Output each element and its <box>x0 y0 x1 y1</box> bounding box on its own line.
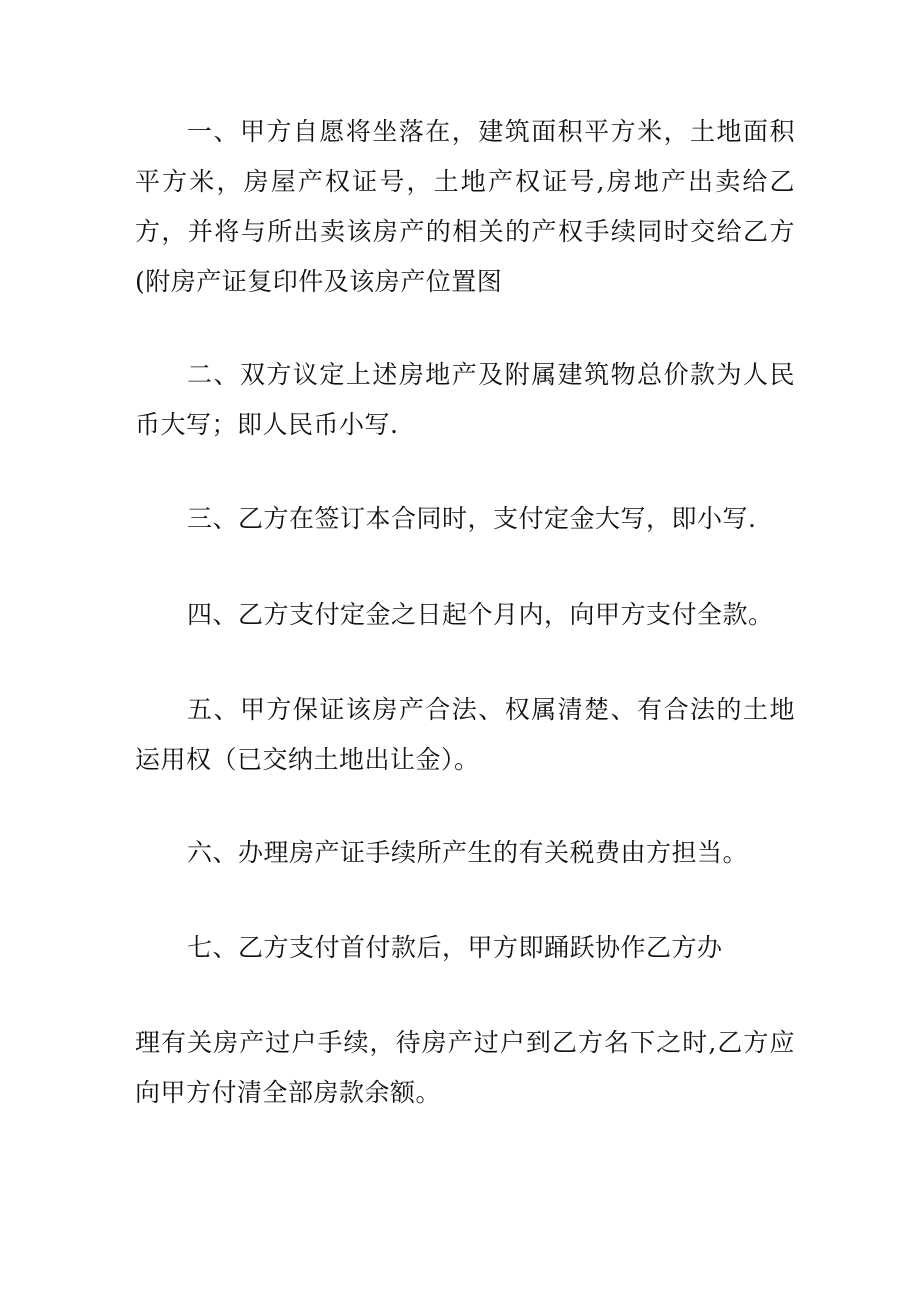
clause-3-paragraph: 三、乙方在签订本合同时，支付定金大写，即小写. <box>187 504 757 533</box>
clause-4-paragraph: 四、乙方支付定金之日起个月内，向甲方支付全款。 <box>187 600 774 629</box>
clause-5-paragraph: 五、甲方保证该房产合法、权属清楚、有合法的土地运用权（已交纳土地出让金）。 <box>135 695 795 774</box>
clause-7-paragraph-start: 七、乙方支付首付款后，甲方即踊跃协作乙方办 <box>187 933 723 962</box>
clause-7-paragraph-continuation: 理有关房产过户手续，待房产过户到乙方名下之时,乙方应向甲方付清全部房款余额。 <box>135 1028 795 1107</box>
clause-6-paragraph: 六、办理房产证手续所产生的有关税费由方担当。 <box>187 838 749 867</box>
clause-1-paragraph: 一、甲方自愿将坐落在，建筑面积平方米，土地面积平方米，房屋产权证号，土地产权证号,房地产出卖给乙方，并将与所出卖该房产的相关的产权手续同时交给乙方(附房产证复印件及该房产位置图 <box>135 117 795 296</box>
clause-2-paragraph: 二、双方议定上述房地产及附属建筑物总价款为人民币大写；即人民币小写. <box>135 360 795 439</box>
